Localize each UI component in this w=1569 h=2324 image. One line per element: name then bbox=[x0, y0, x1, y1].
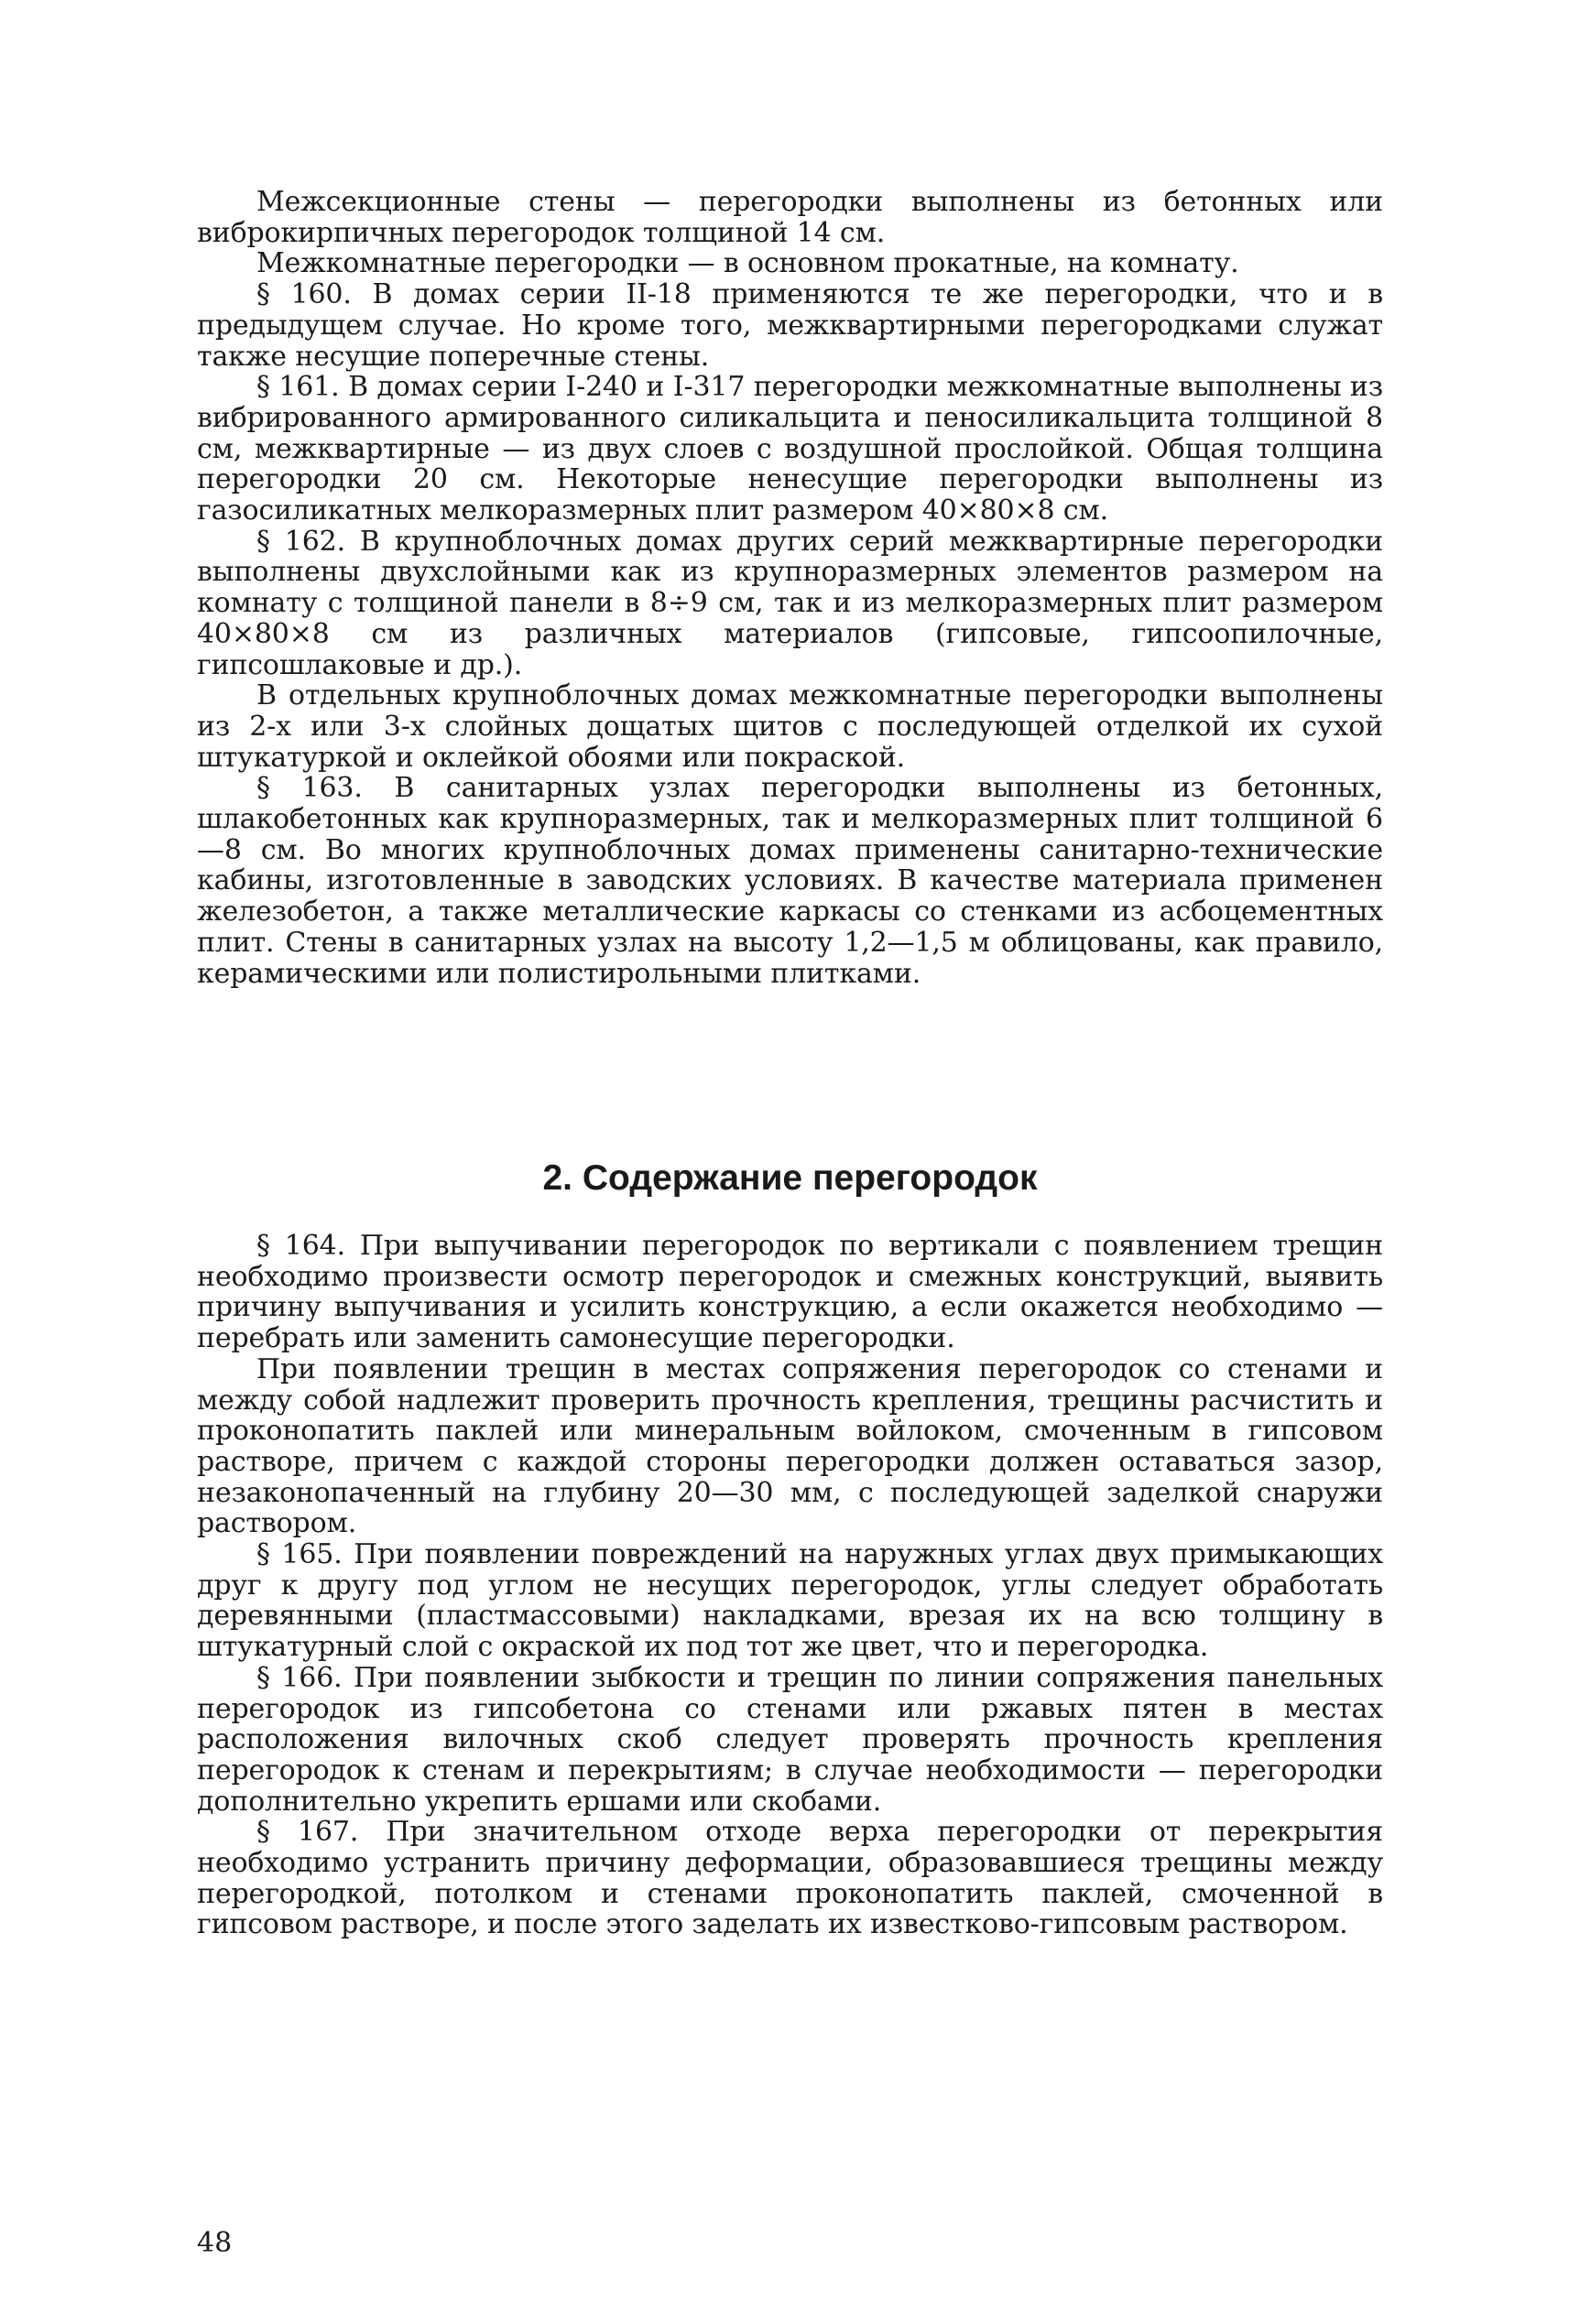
paragraph-164-cont: При появлении трещин в местах сопряжения перегородок со стенами и между собой надлежит проверить прочность крепления, трещины расчистить и проконопатить паклей или минеральным войлоком, смоченным в гипсовом растворе, причем с каждой стороны перегородки должен оставаться зазор, незаконопаченный на глубину 20—30 мм, с последующей заделкой снаружи раствором. bbox=[197, 1352, 1383, 1540]
paragraph-interroom: Межкомнатные перегородки — в основном прокатные, на комнату. bbox=[256, 247, 1239, 280]
paragraph-162-cont: В отдельных крупноблочных домах межкомнатные перегородки выполнены из 2-х или 3-х слойных дощатых щитов с последующей отделкой их сухой штукатуркой и оклейкой обоями или покраской. bbox=[197, 679, 1383, 774]
paragraph-166: § 166. При появлении зыбкости и трещин по линии сопряжения панельных перегородок из гипсобетона со стенами или ржавых пятен в местах расположения вилочных скоб следует проверять прочность крепления перегородок к стенам и перекрытиям; в случае необходимости — перегородки дополнительно укрепить ершами или скобами. bbox=[197, 1661, 1383, 1818]
paragraph-167: § 167. При значительном отходе верха перегородки от перекрытия необходимо устранить причину деформации, образовавшиеся трещины между перегородкой, потолком и стенами проконопатить паклей, смоченной в гипсовом растворе, и после этого заделать их известково-гипсовым раствором. bbox=[197, 1816, 1383, 1941]
paragraph-164: § 164. При выпучивании перегородок по вертикали с появлением трещин необходимо произвести осмотр перегородок и смежных конструкций, выявить причину выпучивания и усилить конструкцию, а если окажется необходимо — перебрать или заменить самонесущие перегородки. bbox=[197, 1230, 1383, 1355]
paragraph-162: § 162. В крупноблочных домах других серий межквартирные перегородки выполнены двухслойными как из крупноразмерных элементов размером на комнату с толщиной панели в 8÷9 см, так и из мелкоразмерных плит размером 40×80×8 см из различных материалов (гипсовые, гипсоопилочные, гипсошлаковые и др.). bbox=[197, 525, 1383, 681]
section-bottom bbox=[197, 1231, 1383, 1940]
paragraph-161: § 161. В домах серии I-240 и I-317 перегородки межкомнатные выполнены из вибрированного армированного силикальцита и пеносиликальцита толщиной 8 см, межквартирные — из двух слоев с воздушной прослойкой. Общая толщина перегородки 20 см. Некоторые ненесущие перегородки выполнены из газосиликатных мелкоразмерных плит размером 40×80×8 см. bbox=[197, 371, 1383, 527]
paragraph-intro: Межсекционные стены — перегородки выполнены из бетонных или виброкирпичных перегородок толщиной 14 см. bbox=[197, 186, 1383, 249]
page-number: 48 bbox=[197, 2227, 233, 2259]
paragraph-163: § 163. В санитарных узлах перегородки выполнены из бетонных, шлакобетонных как крупноразмерных, так и мелкоразмерных плит толщиной 6—8 см. Во многих крупноблочных домах применены санитарно-технические кабины, изготовленные в заводских условиях. В качестве материала применен железобетон, а также металлические каркасы со стенками из асбоцементных плит. Стены в санитарных узлах на высоту 1,2—1,5 м облицованы, как правило, керамическими или полистирольными плитками. bbox=[197, 772, 1383, 990]
paragraph-165: § 165. При появлении повреждений на наружных углах двух примыкающих друг к другу под углом не несущих перегородок, углы следует обработать деревянными (пластмассовыми) накладками, врезая их на всю толщину в штукатурный слой с окраской их под тот же цвет, что и перегородка. bbox=[197, 1538, 1383, 1664]
paragraph-160: § 160. В домах серии II-18 применяются те же перегородки, что и в предыдущем случае. Но кроме того, межквартирными перегородками служат также несущие поперечные стены. bbox=[197, 278, 1383, 373]
section-top bbox=[197, 187, 1383, 989]
section-heading: 2. Содержание перегородок bbox=[542, 1158, 1038, 1198]
